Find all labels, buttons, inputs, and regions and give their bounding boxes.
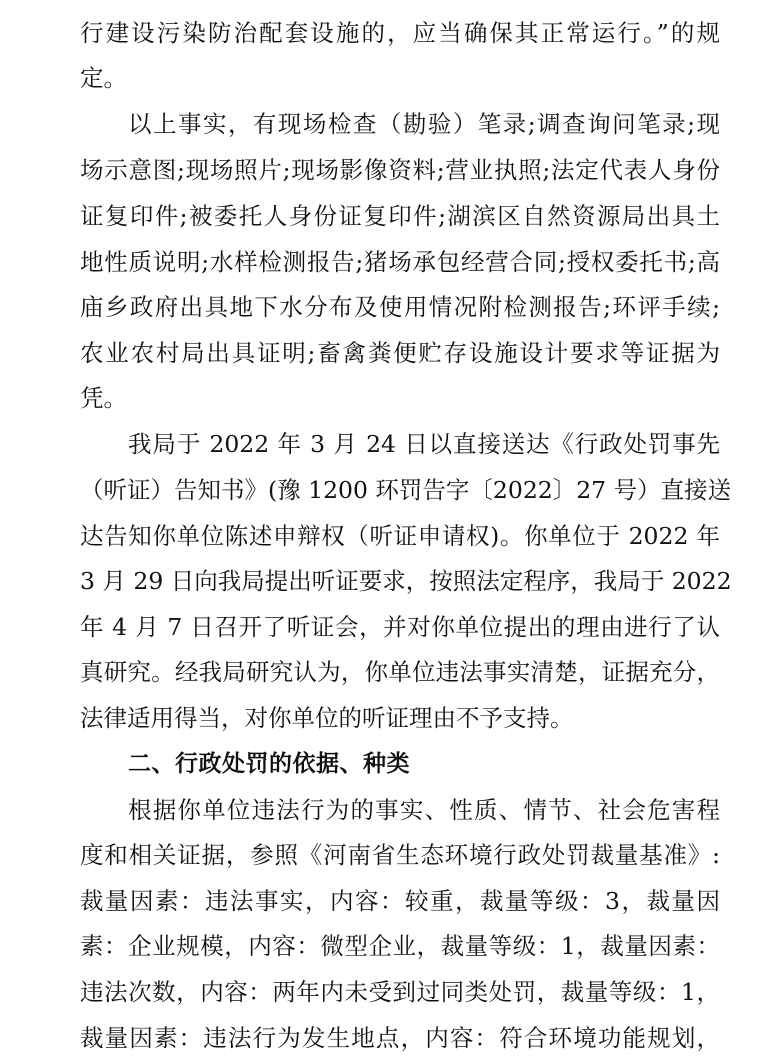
text-line: 素：企业规模，内容：微型企业，裁量等级：1，裁量因素： bbox=[80, 932, 720, 960]
text-line: 定。 bbox=[80, 64, 127, 92]
text-line: 凭。 bbox=[80, 384, 127, 412]
text-line: 年 4 月 7 日召开了听证会，并对你单位提出的理由进行了认 bbox=[80, 613, 720, 641]
text-line: 达告知你单位陈述申辩权（听证申请权)。你单位于 2022 年 bbox=[80, 522, 720, 550]
text-line: 裁量因素：违法事实，内容：较重，裁量等级：3，裁量因 bbox=[80, 887, 720, 915]
text-line: 真研究。经我局研究认为，你单位违法事实清楚，证据充分， bbox=[80, 658, 720, 686]
paragraph-first-line: 以上事实，有现场检查（勘验）笔录;调查询问笔录;现 bbox=[128, 110, 720, 138]
text-line: 地性质说明;水样检测报告;猪场承包经营合同;授权委托书;高 bbox=[80, 248, 720, 276]
text-line: 农业农村局出具证明;畜禽粪便贮存设施设计要求等证据为 bbox=[80, 339, 720, 367]
paragraph-first-line: 我局于 2022 年 3 月 24 日以直接送达《行政处罚事先 bbox=[128, 430, 720, 458]
text-line: 场示意图;现场照片;现场影像资料;营业执照;法定代表人身份 bbox=[80, 156, 720, 184]
text-line: （听证）告知书》(豫 1200 环罚告字〔2022〕27 号）直接送 bbox=[80, 476, 732, 504]
text-line: 度和相关证据，参照《河南省生态环境行政处罚裁量基准》: bbox=[80, 841, 720, 869]
text-line: 证复印件;被委托人身份证复印件;湖滨区自然资源局出具土 bbox=[80, 202, 720, 230]
text-line: 法律适用得当，对你单位的听证理由不予支持。 bbox=[80, 704, 574, 732]
text-line: 3 月 29 日向我局提出听证要求，按照法定程序，我局于 2022 bbox=[80, 567, 732, 595]
section-heading: 二、行政处罚的依据、种类 bbox=[128, 751, 410, 777]
text-line: 庙乡政府出具地下水分布及使用情况附检测报告;环评手续; bbox=[80, 293, 720, 321]
text-line: 裁量因素：违法行为发生地点，内容：符合环境功能规划， bbox=[80, 1024, 720, 1052]
text-line: 行建设污染防治配套设施的，应当确保其正常运行。”的规 bbox=[80, 19, 720, 47]
text-line: 违法次数，内容：两年内未受到过同类处罚，裁量等级：1， bbox=[80, 978, 720, 1006]
paragraph-first-line: 根据你单位违法行为的事实、性质、情节、社会危害程 bbox=[128, 796, 720, 824]
